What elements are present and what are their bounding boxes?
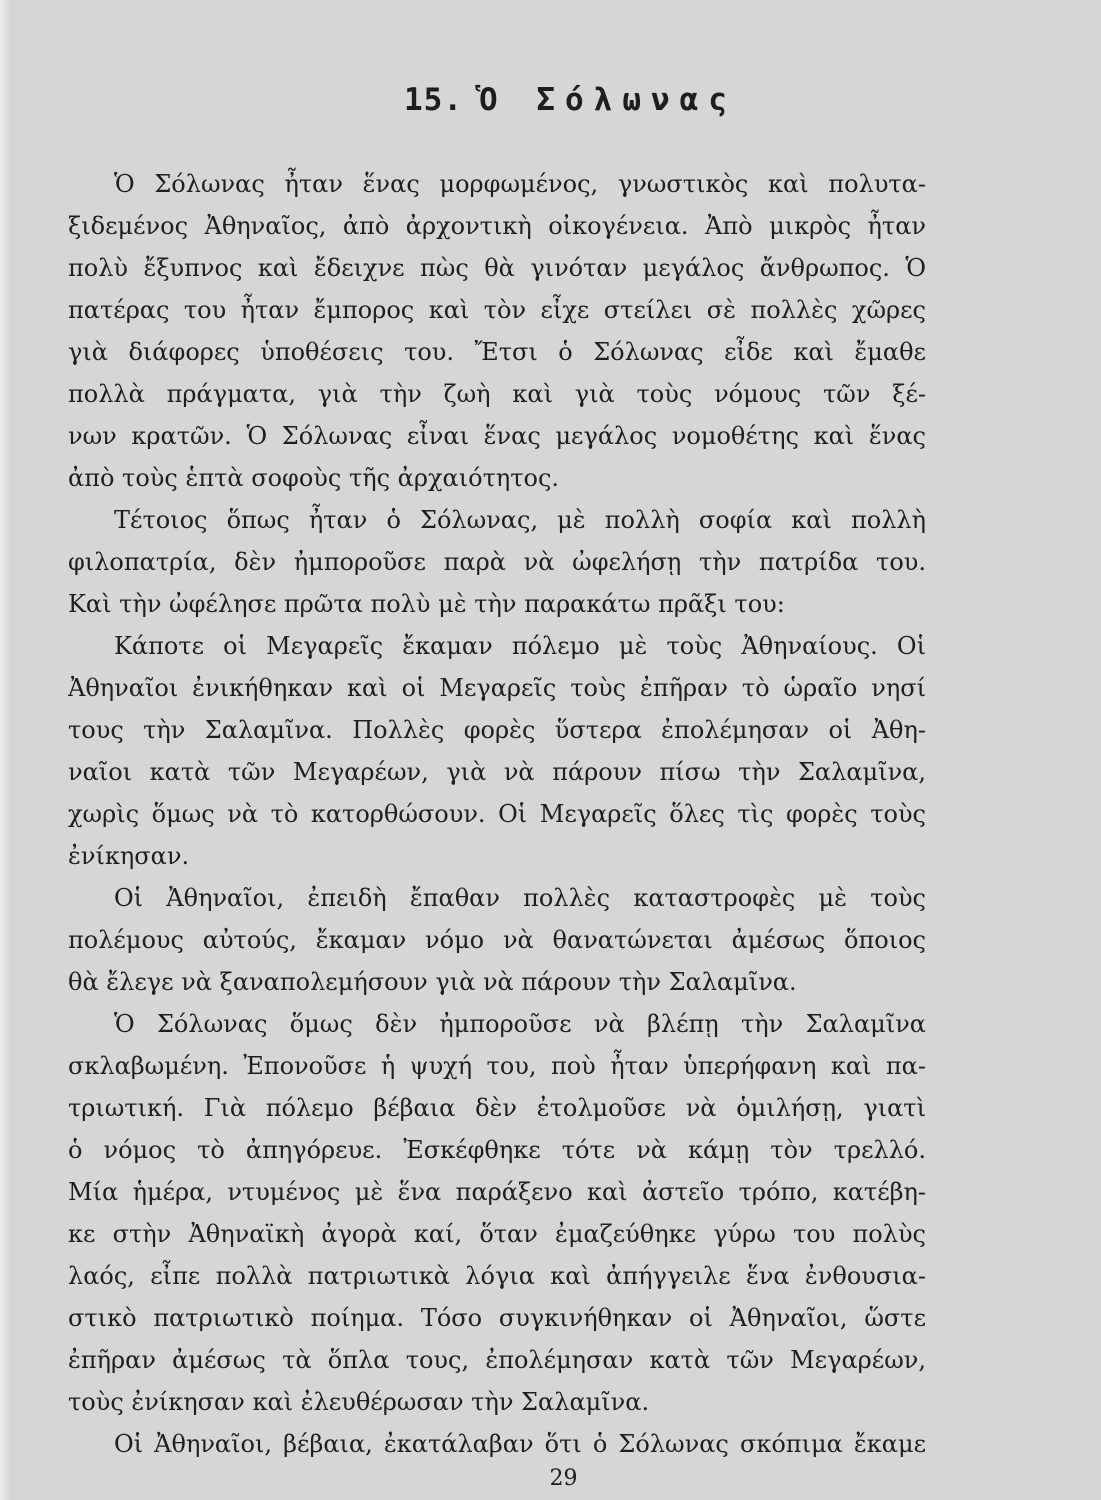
text-line: πολλὰ πράγματα, γιὰ τὴν ζωὴ καὶ γιὰ τοὺς νόμους τῶν ξέ- [68,380,926,408]
text-line: Ὁ Σόλωνας ἦταν ἕνας μορφωμένος, γνωστικὸς καὶ πολυτα- [114,170,926,198]
text-line: τοὺς ἐνίκησαν καὶ ἐλευθέρωσαν τὴν Σαλαμῖνα. [68,1388,650,1416]
chapter-title: Ὁ Σόλωνας [479,82,737,118]
text-line: Ὁ Σόλωνας ὅμως δὲν ἠμποροῦσε νὰ βλέπῃ τὴν Σαλαμῖνα [114,1010,926,1038]
text-line: πολὺ ἔξυπνος καὶ ἔδειχνε πὼς θὰ γινόταν μεγάλος ἄνθρωπος. Ὁ [68,254,926,282]
text-line: σκλαβωμένη. Ἐπονοῦσε ἡ ψυχή του, ποὺ ἦταν ὑπερήφανη καὶ πα- [68,1052,926,1080]
text-line: φιλοπατρία, δὲν ἠμποροῦσε παρὰ νὰ ὠφελήσῃ τὴν πατρίδα του. [68,548,926,576]
text-line: πολέμους αὐτούς, ἔκαμαν νόμο νὰ θανατώνεται ἀμέσως ὅποιος [68,926,926,954]
chapter-number: 15. [404,82,463,118]
text-line: Καὶ τὴν ὠφέλησε πρῶτα πολὺ μὲ τὴν παρακάτω πρᾶξι του: [68,590,785,618]
text-line: τριωτική. Γιὰ πόλεμο βέβαια δὲν ἐτολμοῦσε νὰ ὁμιλήσῃ, γιατὶ [68,1094,926,1122]
text-line: κε στὴν Ἀθηναϊκὴ ἀγορὰ καί, ὅταν ἐμαζεύθηκε γύρω του πολὺς [68,1220,926,1248]
text-line: ὁ νόμος τὸ ἀπηγόρευε. Ἐσκέφθηκε τότε νὰ κάμῃ τὸν τρελλό. [68,1136,926,1164]
chapter-heading [0,82,1101,118]
text-line: Κάποτε οἱ Μεγαρεῖς ἔκαμαν πόλεμο μὲ τοὺς Ἀθηναίους. Οἱ [114,632,926,660]
text-line: τους τὴν Σαλαμῖνα. Πολλὲς φορὲς ὕστερα ἐπολέμησαν οἱ Ἀθη- [68,716,926,744]
text-line: νων κρατῶν. Ὁ Σόλωνας εἶναι ἕνας μεγάλος νομοθέτης καὶ ἕνας [68,422,926,450]
text-line: λαός, εἶπε πολλὰ πατριωτικὰ λόγια καὶ ἀπήγγειλε ἕνα ἐνθουσια- [68,1262,926,1290]
page-binding-edge [0,0,14,1500]
text-line: θὰ ἔλεγε νὰ ξαναπολεμήσουν γιὰ νὰ πάρουν τὴν Σαλαμῖνα. [68,968,797,996]
page-number: 29 [549,1466,578,1491]
text-line: ἐπῆραν ἀμέσως τὰ ὅπλα τους, ἐπολέμησαν κατὰ τῶν Μεγαρέων, [68,1346,926,1374]
text-line: χωρὶς ὅμως νὰ τὸ κατορθώσουν. Οἱ Μεγαρεῖς ὅλες τὶς φορὲς τοὺς [68,800,926,828]
text-line: ἐνίκησαν. [68,842,190,870]
text-line: πατέρας του ἦταν ἔμπορος καὶ τὸν εἶχε στείλει σὲ πολλὲς χῶρες [68,296,926,324]
text-line: γιὰ διάφορες ὑποθέσεις του. Ἔτσι ὁ Σόλωνας εἶδε καὶ ἔμαθε [68,338,926,366]
text-line: Οἱ Ἀθηναῖοι, ἐπειδὴ ἔπαθαν πολλὲς καταστροφὲς μὲ τοὺς [114,884,926,912]
text-line: στικὸ πατριωτικὸ ποίημα. Τόσο συγκινήθηκαν οἱ Ἀθηναῖοι, ὥστε [68,1304,926,1332]
text-line: ξιδεμένος Ἀθηναῖος, ἀπὸ ἀρχοντικὴ οἰκογένεια. Ἀπὸ μικρὸς ἦταν [68,212,926,240]
text-line: Μία ἡμέρα, ντυμένος μὲ ἕνα παράξενο καὶ ἀστεῖο τρόπο, κατέβη- [68,1178,926,1206]
text-line: ἀπὸ τοὺς ἑπτὰ σοφοὺς τῆς ἀρχαιότητος. [68,464,560,492]
text-line: ναῖοι κατὰ τῶν Μεγαρέων, γιὰ νὰ πάρουν πίσω τὴν Σαλαμῖνα, [68,758,926,786]
text-line: Οἱ Ἀθηναῖοι, βέβαια, ἐκατάλαβαν ὅτι ὁ Σόλωνας σκόπιμα ἔκαμε [114,1430,926,1458]
text-line: Ἀθηναῖοι ἐνικήθηκαν καὶ οἱ Μεγαρεῖς τοὺς ἐπῆραν τὸ ὡραῖο νησί [68,674,926,702]
text-line: Τέτοιος ὅπως ἦταν ὁ Σόλωνας, μὲ πολλὴ σοφία καὶ πολλὴ [114,506,926,534]
